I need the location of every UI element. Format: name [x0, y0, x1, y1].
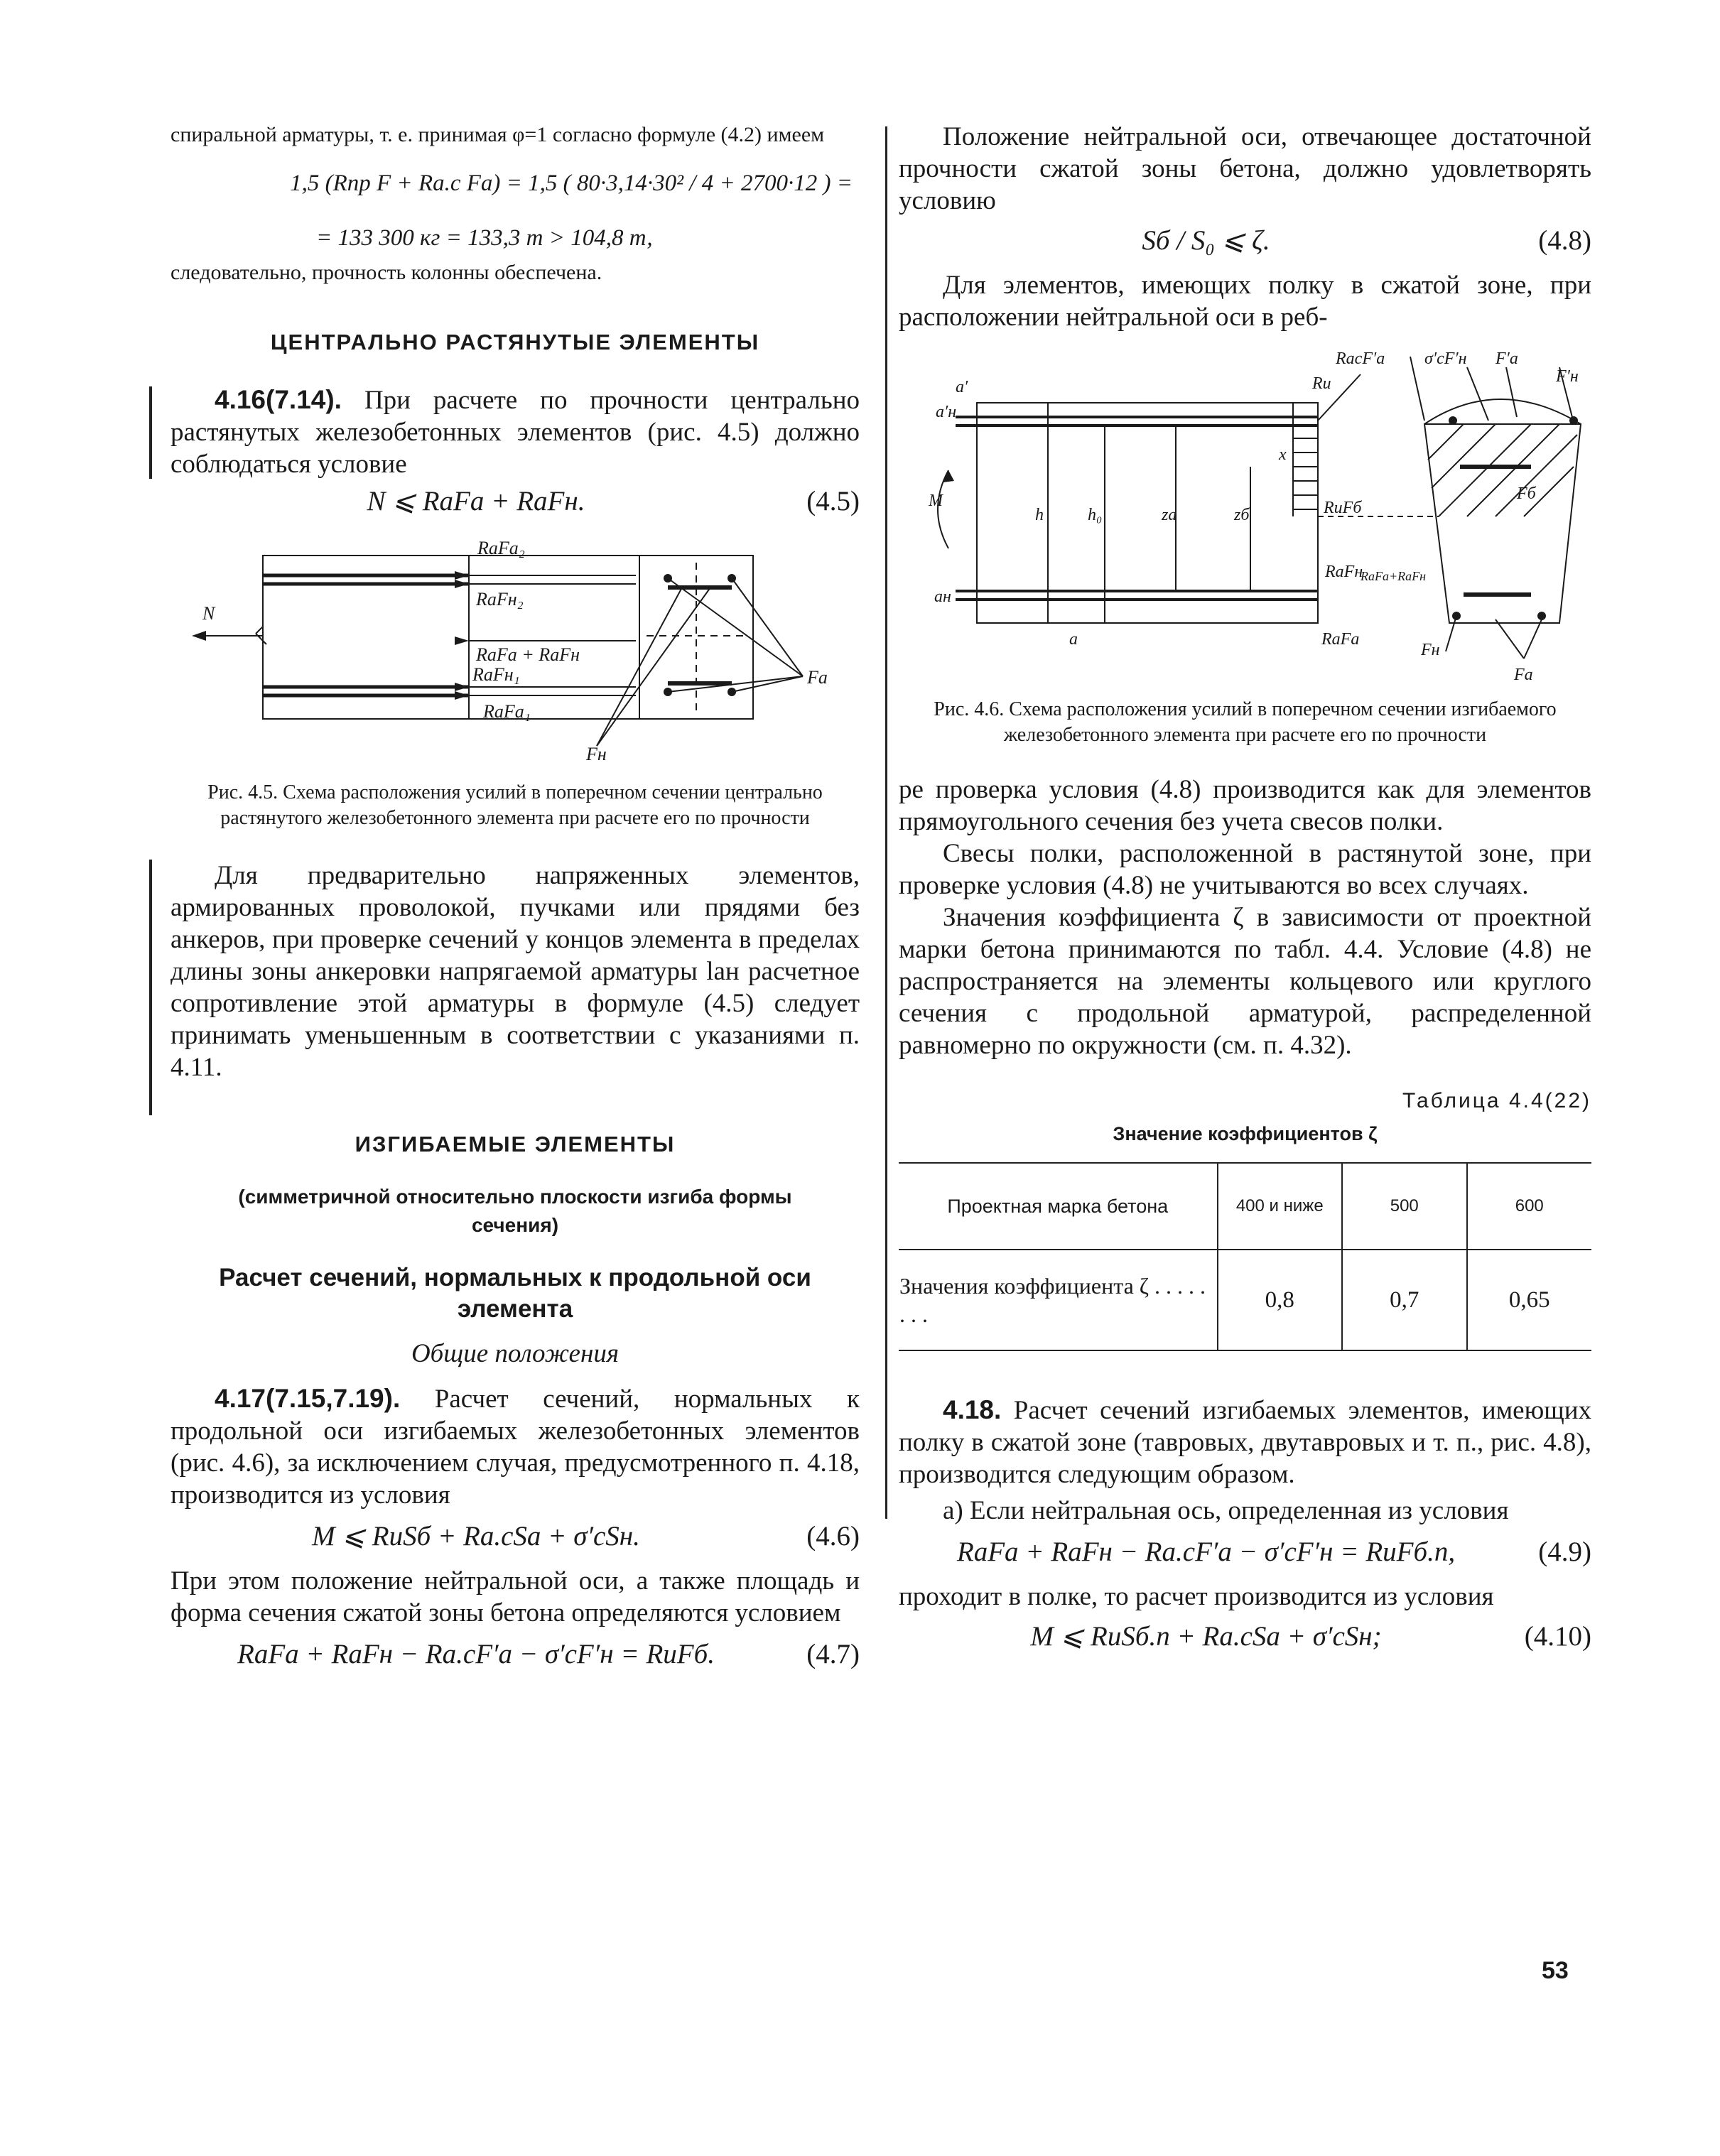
heading-normal-sections: Расчет сечений, нормальных к продольной оси элемента: [219, 1264, 811, 1323]
equation-4-7-body: RаFа + RаFн − Rа.сF′а − σ′сF′н = RиFб.: [237, 1639, 715, 1669]
label-an-top: a′н: [936, 403, 957, 421]
para-4-17: [171, 1382, 860, 1511]
equation-4-7: [171, 1636, 860, 1673]
table-header-cell: Проектная марка бетона: [947, 1195, 1169, 1217]
label-rafn2: RaFн₂: [476, 589, 524, 610]
table-cell: 0,8: [1218, 1250, 1343, 1350]
label-ru: Rи: [1312, 374, 1331, 393]
equation-4-5-number: (4.5): [806, 486, 860, 516]
equation-4-6: [171, 1518, 860, 1555]
label-rafa-sum: RaFa+RaFн: [1361, 569, 1427, 583]
label-sum: RaFa + RaFн: [476, 644, 580, 665]
table-header-cell: 400 и ниже: [1218, 1164, 1343, 1250]
label-rafa2: RaFa₂: [477, 538, 525, 558]
table-cell: 0,7: [1342, 1250, 1467, 1350]
figure-4-5: [171, 534, 860, 769]
label-scfn: σ′cF′н: [1424, 350, 1467, 368]
table-header-cell: 500: [1342, 1164, 1467, 1250]
para-overhang: Свесы полки, расположенной в растянутой зоне, при проверке условия (4.8) не учитываются во всех случаях.: [899, 839, 1591, 900]
equation-4-6-body: M ⩽ RиSб + Rа.сSа + σ′сSн.: [312, 1521, 640, 1551]
label-a-bot: a: [1069, 630, 1078, 649]
label-x: x: [1279, 445, 1287, 464]
table-title: Значение коэффициентов ζ: [1113, 1123, 1378, 1144]
para-4-16-text: При расчете по прочности центрально растянутых железобетонных элементов (рис. 4.5) должно соблюдаться условие: [171, 386, 860, 479]
label-h: h: [1035, 506, 1044, 524]
para-prestress: Для предварительно напряженных элементов, армированных проволокой, пучками или прядями без анкеров, при проверке сечений у концов элемента в пределах длины зоны анкеровки напрягаемой арматуры lан расчетное сопротивление этой арматуры в формуле (4.5) следует принимать уменьшенным в соответствии с указаниями п. 4.11.: [171, 861, 860, 1082]
para-rib: ре проверка условия (4.8) производится как для элементов прямоугольного сечения без учета свесов полки.: [899, 775, 1591, 836]
equation-4-9-body: RаFа + RаFн − Rа.сF′а − σ′сF′н = RиFб.п,: [956, 1537, 1456, 1567]
equation-4-10-body: M ⩽ RиSб.п + Rа.сSа + σ′сSн;: [1030, 1621, 1382, 1652]
label-rufb: RиFб: [1324, 499, 1362, 517]
equation-4-9-number: (4.9): [1538, 1537, 1591, 1567]
para-4-18-number: 4.18.: [943, 1395, 1002, 1424]
table-row: [899, 1250, 1591, 1350]
equation-4-7-number: (4.7): [806, 1639, 860, 1669]
heading-bending: ИЗГИБАЕМЫЕ ЭЛЕМЕНТЫ: [355, 1132, 676, 1156]
para-4-16: [171, 384, 860, 480]
equation-4-10: [899, 1618, 1591, 1655]
column-divider: [885, 126, 887, 1519]
para-prestress-block: [171, 860, 860, 1083]
table-row-label: Значения коэффициента ζ . . . . . . . .: [899, 1273, 1206, 1327]
equation-4-6-number: (4.6): [806, 1521, 860, 1551]
para-shelf: проходит в полке, то расчет производится из условия: [899, 1582, 1494, 1611]
table-number: Таблица 4.4(22): [1402, 1089, 1591, 1112]
para-4-18-a: а) Если нейтральная ось, определенная из условия: [943, 1496, 1509, 1525]
table-header-cell: 600: [1467, 1164, 1592, 1250]
label-fa-top: F′a: [1495, 350, 1518, 368]
margin-bar: [149, 860, 152, 1115]
label-fn: Fн: [586, 744, 607, 764]
equation-4-8: [899, 222, 1591, 259]
page-number: 53: [1542, 1957, 1569, 1984]
right-column: [899, 121, 1591, 1655]
label-fn-bot: Fн: [1421, 641, 1440, 659]
label-fa-bot: Fa: [1514, 666, 1533, 684]
para-4-17-text: Расчет сечений, нормальных к продольной оси изгибаемых железобетонных элементов (рис. 4.6), за исключением случая, предусмотренного п. 4.18, производится из условия: [171, 1385, 860, 1510]
left-column: [171, 121, 860, 1673]
para-flange-start: Для элементов, имеющих полку в сжатой зоне, при расположении нейтральной оси в реб-: [899, 271, 1591, 332]
calc-line-2: = 133 300 кг = 133,3 т > 104,8 т,: [316, 225, 653, 251]
para-4-16-block: [171, 384, 860, 480]
label-h0: h₀: [1088, 506, 1103, 524]
figure-4-6: [899, 346, 1591, 687]
label-fb: Fб: [1517, 484, 1536, 503]
label-rafa1: RaFa₁: [483, 701, 531, 722]
para-4-17-number: 4.17(7.15,7.19).: [215, 1384, 401, 1413]
heading-symmetric: (симметричной относительно плоскости изгиба формы сечения): [238, 1186, 792, 1236]
heading-general: Общие положения: [411, 1339, 620, 1368]
label-za: za: [1162, 506, 1177, 524]
para-4-16-number: 4.16(7.14).: [215, 385, 342, 414]
label-m: M: [929, 492, 943, 510]
caption-4-5: Рис. 4.5. Схема расположения усилий в поперечном сечении центрально растянутого железобетонного элемента при расчете его по прочности: [207, 781, 823, 829]
para-neutral-position: При этом положение нейтральной оси, а также площадь и форма сечения сжатой зоны бетона определяются условием: [171, 1566, 860, 1627]
label-fn-top: F′н: [1556, 367, 1579, 386]
equation-4-8-number: (4.8): [1538, 225, 1591, 256]
caption-4-6: Рис. 4.6. Схема расположения усилий в поперечном сечении изгибаемого железобетонного элемента при расчете его по прочности: [934, 698, 1557, 746]
equation-4-5: [171, 483, 860, 520]
label-a-top: a′: [956, 378, 968, 396]
label-an-bot: aн: [934, 587, 951, 606]
table-header-row: [899, 1164, 1591, 1250]
margin-bar: [149, 386, 152, 479]
para-neutral-axis: Положение нейтральной оси, отвечающее достаточной прочности сжатой зоны бетона, должно удовлетворять условию: [899, 122, 1591, 215]
heading-tension: ЦЕНТРАЛЬНО РАСТЯНУТЫЕ ЭЛЕМЕНТЫ: [270, 330, 760, 354]
intro-text: спиральной арматуры, т. е. принимая φ=1 согласно формуле (4.2) имеем: [171, 123, 825, 146]
label-rafn1: RaFн₁: [472, 664, 520, 685]
table-cell: 0,65: [1467, 1250, 1592, 1350]
para-zeta: Значения коэффициента ζ в зависимости от проектной марки бетона принимаются по табл. 4.4. Условие (4.8) не распространяется на элементы кольцевого или круглого сечения с продольной арматурой, распределенной равномерно по окружности (см. п. 4.32).: [899, 903, 1591, 1060]
equation-4-8-body: Sб / S₀ ⩽ ζ.: [1142, 225, 1270, 256]
label-rafa: RaFa: [1321, 630, 1360, 649]
coefficient-table: [899, 1162, 1591, 1351]
calc-line-1: 1,5 (Rпр F + Rа.с Fа) = 1,5 ( 80·3,14·30² / 4 + 2700·12 ) =: [290, 170, 853, 196]
label-n: N: [202, 603, 215, 624]
label-fa: Fa: [807, 667, 828, 688]
label-rafn: RaFн: [1325, 563, 1363, 581]
calc-conclusion: следовательно, прочность колонны обеспечена.: [171, 261, 602, 284]
equation-4-5-body: N ⩽ RаFа + RаFн.: [367, 486, 585, 516]
label-zb: zб: [1234, 506, 1250, 524]
para-4-18-text: Расчет сечений изгибаемых элементов, имеющих полку в сжатой зоне (тавровых, двутавровых и т. п., рис. 4.8), производится следующим образом.: [899, 1396, 1592, 1489]
para-4-18: [899, 1394, 1591, 1490]
equation-4-10-number: (4.10): [1524, 1621, 1591, 1652]
equation-4-9: [899, 1534, 1591, 1571]
label-racfa: RacF′a: [1336, 350, 1385, 368]
